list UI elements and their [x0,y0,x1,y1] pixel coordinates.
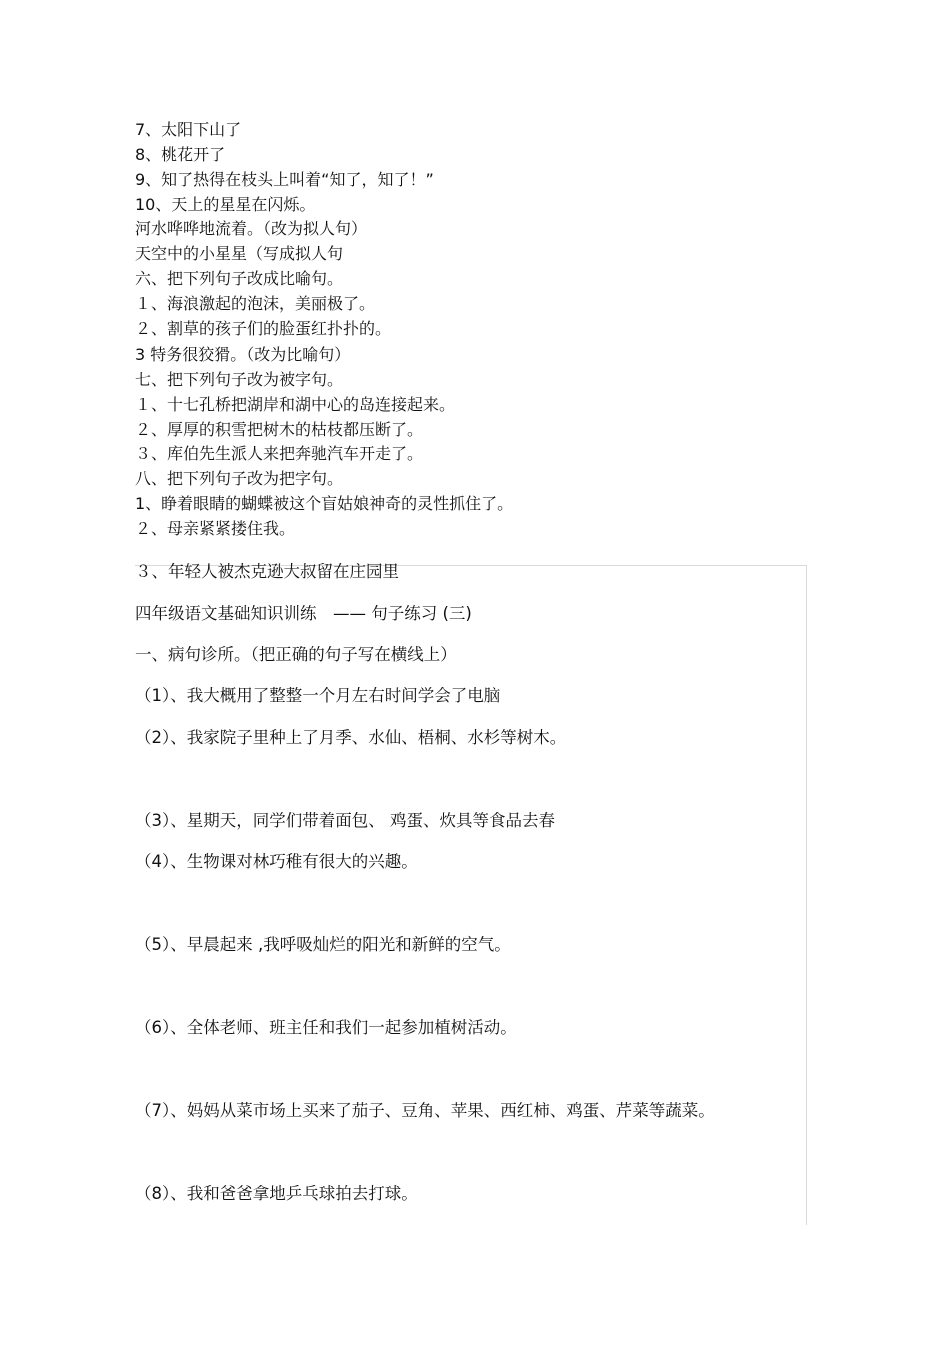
text-line: ２、割草的孩子们的脸蛋红扑扑的。 [135,319,392,338]
text-line: ２、母亲紧紧搂住我。 [135,519,296,538]
text-line: 3 特务很狡猾。（改为比喻句） [135,345,351,364]
exercise-item: （6）、全体老师、班主任和我们一起参加植树活动。 [135,1018,517,1037]
exercise-item: （2）、我家院子里种上了月季、水仙、梧桐、水杉等树木。 [135,728,567,747]
text-line: ２、厚厚的积雪把树木的枯枝都压断了。 [135,420,424,439]
text-line: ３、年轻人被杰克逊大叔留在庄园里 [135,562,399,581]
exercise-item: （8）、我和爸爸拿地乒乓球拍去打球。 [135,1184,418,1203]
section-heading: 八、把下列句子改为把字句。 [135,469,344,488]
text-line: 1、睁着眼睛的蝴蝶被这个盲姑娘神奇的灵性抓住了。 [135,494,514,513]
text-line: 天空中的小星星（写成拟人句 [135,244,344,263]
text-line: 河水哗哗地流着。（改为拟人句） [135,219,368,238]
frame-right-rule [806,565,807,1225]
section-heading: 六、把下列句子改成比喻句。 [135,269,344,288]
exercise-item: （7）、妈妈从菜市场上买来了茄子、豆角、苹果、西红柿、鸡蛋、芹菜等蔬菜。 [135,1101,715,1120]
section-heading: 一、病句诊所。（把正确的句子写在横线上） [135,645,457,664]
exercise-item: （5）、早晨起来 ,我呼吸灿烂的阳光和新鲜的空气。 [135,935,511,954]
text-line: 7、太阳下山了 [135,120,242,139]
text-line: ３、库伯先生派人来把奔驰汽车开走了。 [135,444,424,463]
exercise-item: （4）、生物课对林巧稚有很大的兴趣。 [135,852,418,871]
section-heading: 七、把下列句子改为被字句。 [135,370,344,389]
exercise-item: （1）、我大概用了整整一个月左右时间学会了电脑 [135,686,501,705]
text-line: 10、天上的星星在闪烁。 [135,195,316,214]
text-line: 9、知了热得在枝头上叫着“知了，知了！” [135,170,434,189]
text-line: １、海浪激起的泡沫，美丽极了。 [135,294,376,313]
text-line: １、十七孔桥把湖岸和湖中心的岛连接起来。 [135,395,456,414]
exercise-item: （3）、星期天，同学们带着面包、 鸡蛋、炊具等食品去春 [135,811,555,830]
worksheet-title: 四年级语文基础知识训练 —— 句子练习 (三) [135,604,472,623]
text-line: 8、桃花开了 [135,145,226,164]
